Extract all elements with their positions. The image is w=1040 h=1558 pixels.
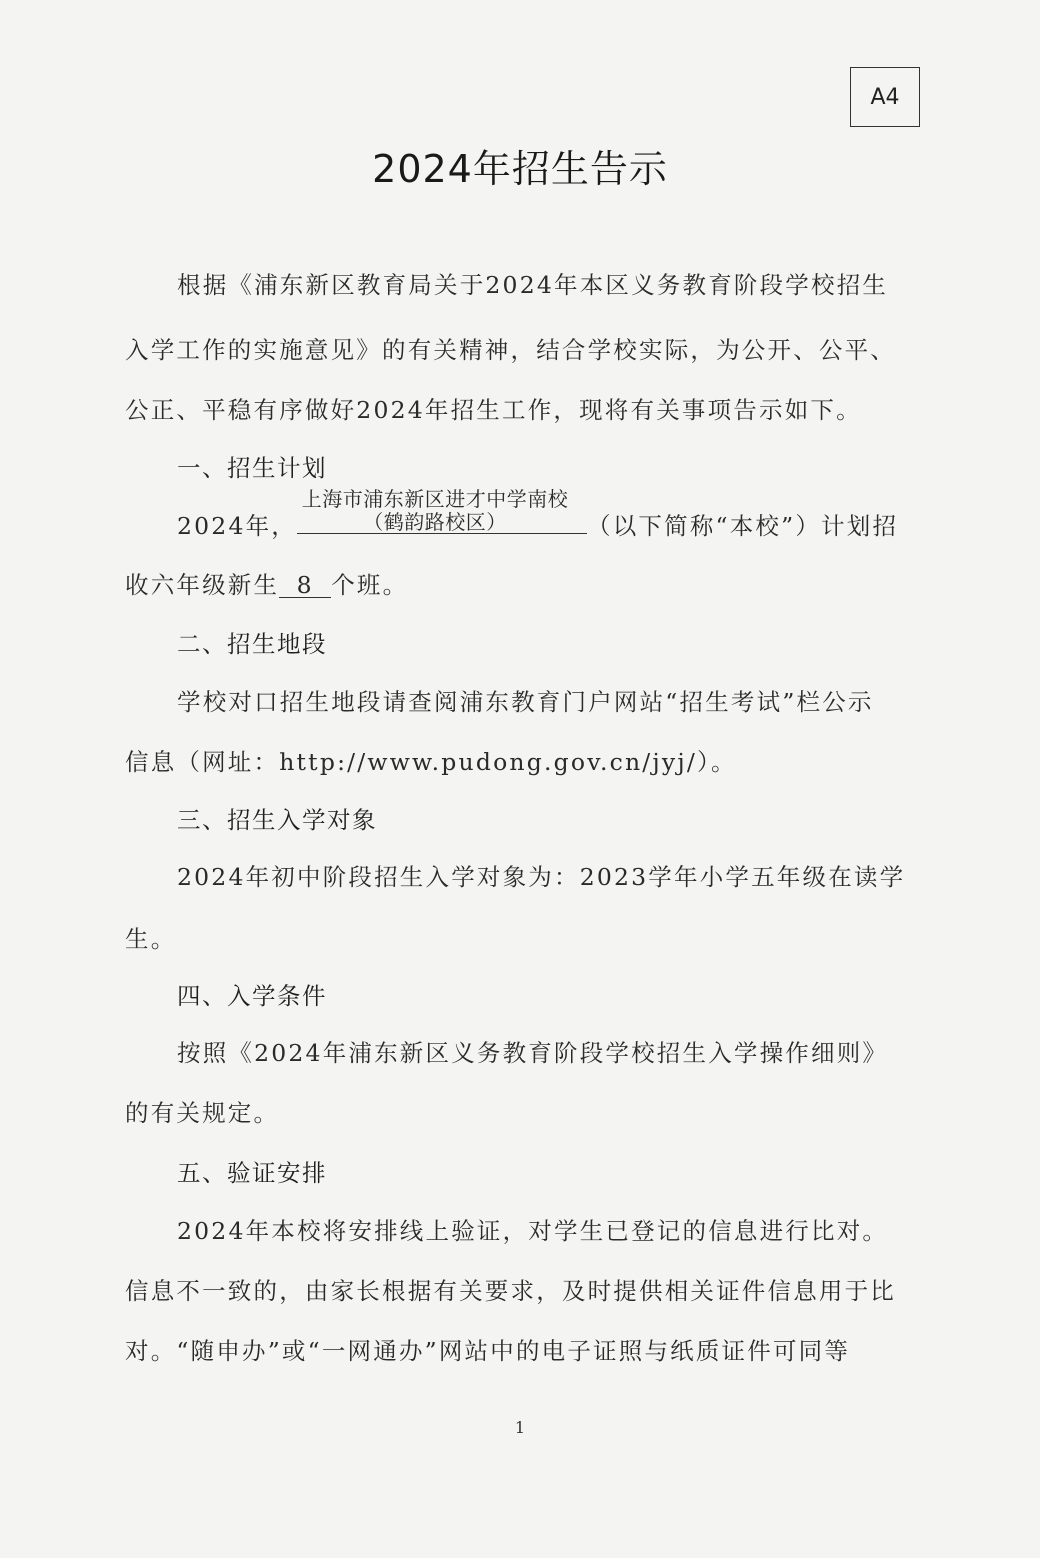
section-1-line-2-suffix: 个班。 — [331, 571, 409, 599]
section-3-line-2: 生。 — [125, 925, 177, 953]
section-1-line-2 — [125, 566, 915, 600]
section-2-heading: 二、招生地段 — [177, 630, 327, 658]
intro-line-2: 入学工作的实施意见》的有关精神，结合学校实际，为公开、公平、 — [125, 336, 896, 364]
section-5-line-3: 对。“随申办”或“一网通办”网站中的电子证照与纸质证件可同等 — [125, 1337, 851, 1365]
paper-size-tag: A4 — [850, 67, 920, 127]
section-4-line-2: 的有关规定。 — [125, 1099, 280, 1127]
section-3-line-1: 2024年初中阶段招生入学对象为：2023学年小学五年级在读学 — [177, 863, 906, 891]
intro-line-1: 根据《浦东新区教育局关于2024年本区义务教育阶段学校招生 — [177, 271, 889, 299]
document-title: 2024年招生告示 — [372, 147, 668, 191]
section-3-heading: 三、招生入学对象 — [177, 806, 377, 834]
section-1-heading: 一、招生计划 — [177, 454, 327, 482]
section-5-heading: 五、验证安排 — [177, 1159, 327, 1187]
section-1-line-1-suffix: （以下简称“本校”）计划招 — [587, 512, 899, 540]
class-count-blank: 8 — [279, 571, 331, 598]
section-5-line-1: 2024年本校将安排线上验证，对学生已登记的信息进行比对。 — [177, 1217, 889, 1245]
section-2-line-2: 信息（网址：http://www.pudong.gov.cn/jyj/）。 — [125, 748, 737, 776]
section-4-line-1: 按照《2024年浦东新区义务教育阶段学校招生入学操作细则》 — [177, 1039, 889, 1067]
intro-line-3: 公正、平稳有序做好2024年招生工作，现将有关事项告示如下。 — [125, 396, 862, 424]
school-name-line-1: 上海市浦东新区进才中学南校 — [301, 487, 569, 511]
school-name-blank — [297, 507, 587, 534]
school-name-line-2: （鹤韵路校区） — [363, 510, 507, 534]
section-1-line-1-prefix: 2024年， — [177, 512, 298, 540]
section-1-line-1 — [177, 507, 912, 541]
section-2-line-1: 学校对口招生地段请查阅浦东教育门户网站“招生考试”栏公示 — [177, 688, 874, 716]
section-4-heading: 四、入学条件 — [177, 982, 327, 1010]
page-number: 1 — [514, 1418, 526, 1437]
section-5-line-2: 信息不一致的，由家长根据有关要求，及时提供相关证件信息用于比 — [125, 1277, 896, 1305]
section-1-line-2-prefix: 收六年级新生 — [125, 571, 280, 599]
